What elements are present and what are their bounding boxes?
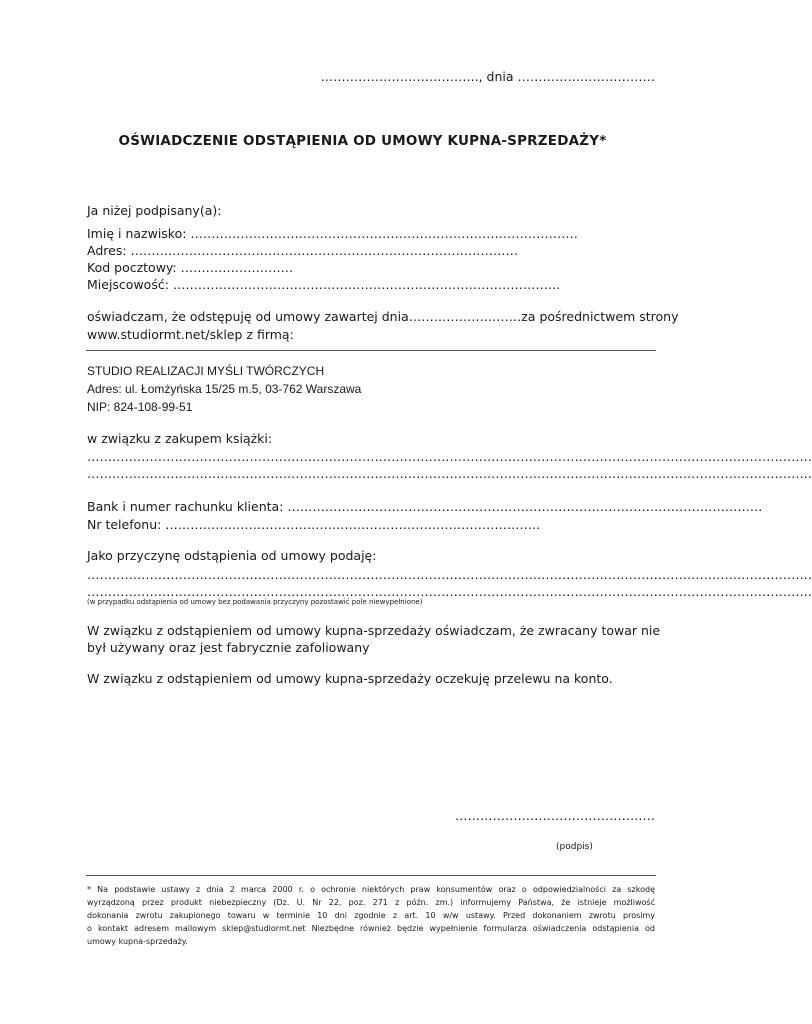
company-name: STUDIO REALIZACJI MYŚLI TWÓRCZYCH — [87, 364, 325, 378]
company-address: Adres: ul. Łomżyńska 15/25 m.5, 03-762 Warszawa — [87, 382, 362, 396]
contract-date-field[interactable]: ……………………… — [408, 309, 522, 324]
document-title: OŚWIADCZENIE ODSTĄPIENIA OD UMOWY KUPNA-SPRZEDAŻY* — [118, 133, 607, 149]
declaration-text-left: oświadczam, że odstępuję od umowy zawartej dnia — [87, 309, 409, 324]
purchase-field-1[interactable]: ………………………………………………………………………………………………………………………………………………………… — [87, 449, 812, 464]
footnote-line: dokonania zwrotu zakupionego towaru w terminie 10 dni zgodnie z art. 10 w/w ustawy. Przed dokonaniem zwrotu prosimy — [87, 911, 655, 920]
footnote-line: wyrządzoną przez produkt niebezpieczny (Dz. U. Nr 22, poz. 271 z późn. zm.) informujemy Państwa, że istnieje możliwość — [87, 898, 655, 907]
reason-field-1[interactable]: ………………………………………………………………………………………………………………………………………………………… — [87, 567, 812, 582]
transfer-statement: W związku z odstąpieniem od umowy kupna-sprzedaży oczekuję przelewu na konto. — [87, 671, 613, 686]
declaration-line-1 — [87, 309, 679, 324]
divider-footnote — [86, 875, 656, 876]
footnote-line: umowy kupna-sprzedaży. — [87, 937, 188, 946]
signatory-intro: Ja niżej podpisany(a): — [87, 203, 222, 218]
phone-field[interactable]: Nr telefonu: ……………………………………………………………………………… — [87, 517, 541, 532]
divider-top — [86, 350, 656, 351]
goods-statement-line-1: W związku z odstąpieniem od umowy kupna-sprzedaży oświadczam, że zwracany towar nie — [87, 623, 661, 638]
address-field[interactable]: Adres: ………………………………………………………………………………… — [87, 243, 519, 258]
name-field[interactable]: Imię i nazwisko: ………………………………………………………………………………… — [87, 226, 578, 241]
purchase-label: w związku z zakupem książki: — [87, 431, 273, 446]
reason-label: Jako przyczynę odstąpienia od umowy podaję: — [87, 548, 377, 563]
goods-statement-line-2: był używany oraz jest fabrycznie zafoliowany — [87, 640, 370, 655]
signature-label: (podpis) — [556, 842, 593, 852]
reason-note: (w przypadku odstąpienia od umowy bez podawania przyczyny pozostawić pole niewypełnione) — [87, 598, 423, 606]
company-nip: NIP: 824-108-99-51 — [87, 400, 193, 414]
footnote-line: o kontakt adresem mailowym sklep@studiormt.net Niezbędne również będzie wypełnienie formularza oświadczenia odstąpienia od — [87, 924, 655, 933]
declaration-line-2: www.studiormt.net/sklep z firmą: — [87, 327, 294, 342]
footnote — [87, 883, 655, 948]
city-field[interactable]: Miejscowość: ………………………………………………………………………………… — [87, 277, 561, 292]
footnote-line: * Na podstawie ustawy z dnia 2 marca 2000 r. o ochronie niektórych praw konsumentów oraz o odpowiedzialności za szkodę — [87, 885, 655, 894]
signature-field[interactable]: ………………………………………… — [455, 808, 655, 823]
bank-account-field[interactable]: Bank i numer rachunku klienta: …………………………………………………………………………………………………… — [87, 499, 763, 514]
reason-field-2[interactable]: ………………………………………………………………………………………………………………………………………………………… — [87, 584, 812, 599]
postal-code-field[interactable]: Kod pocztowy: ……………………… — [87, 260, 294, 275]
place-date-line[interactable]: ……………………………….., dnia …………………………… — [320, 69, 655, 84]
purchase-field-2[interactable]: ………………………………………………………………………………………………………………………………………………………… — [87, 466, 812, 481]
declaration-text-right: za pośrednictwem strony — [521, 309, 679, 324]
